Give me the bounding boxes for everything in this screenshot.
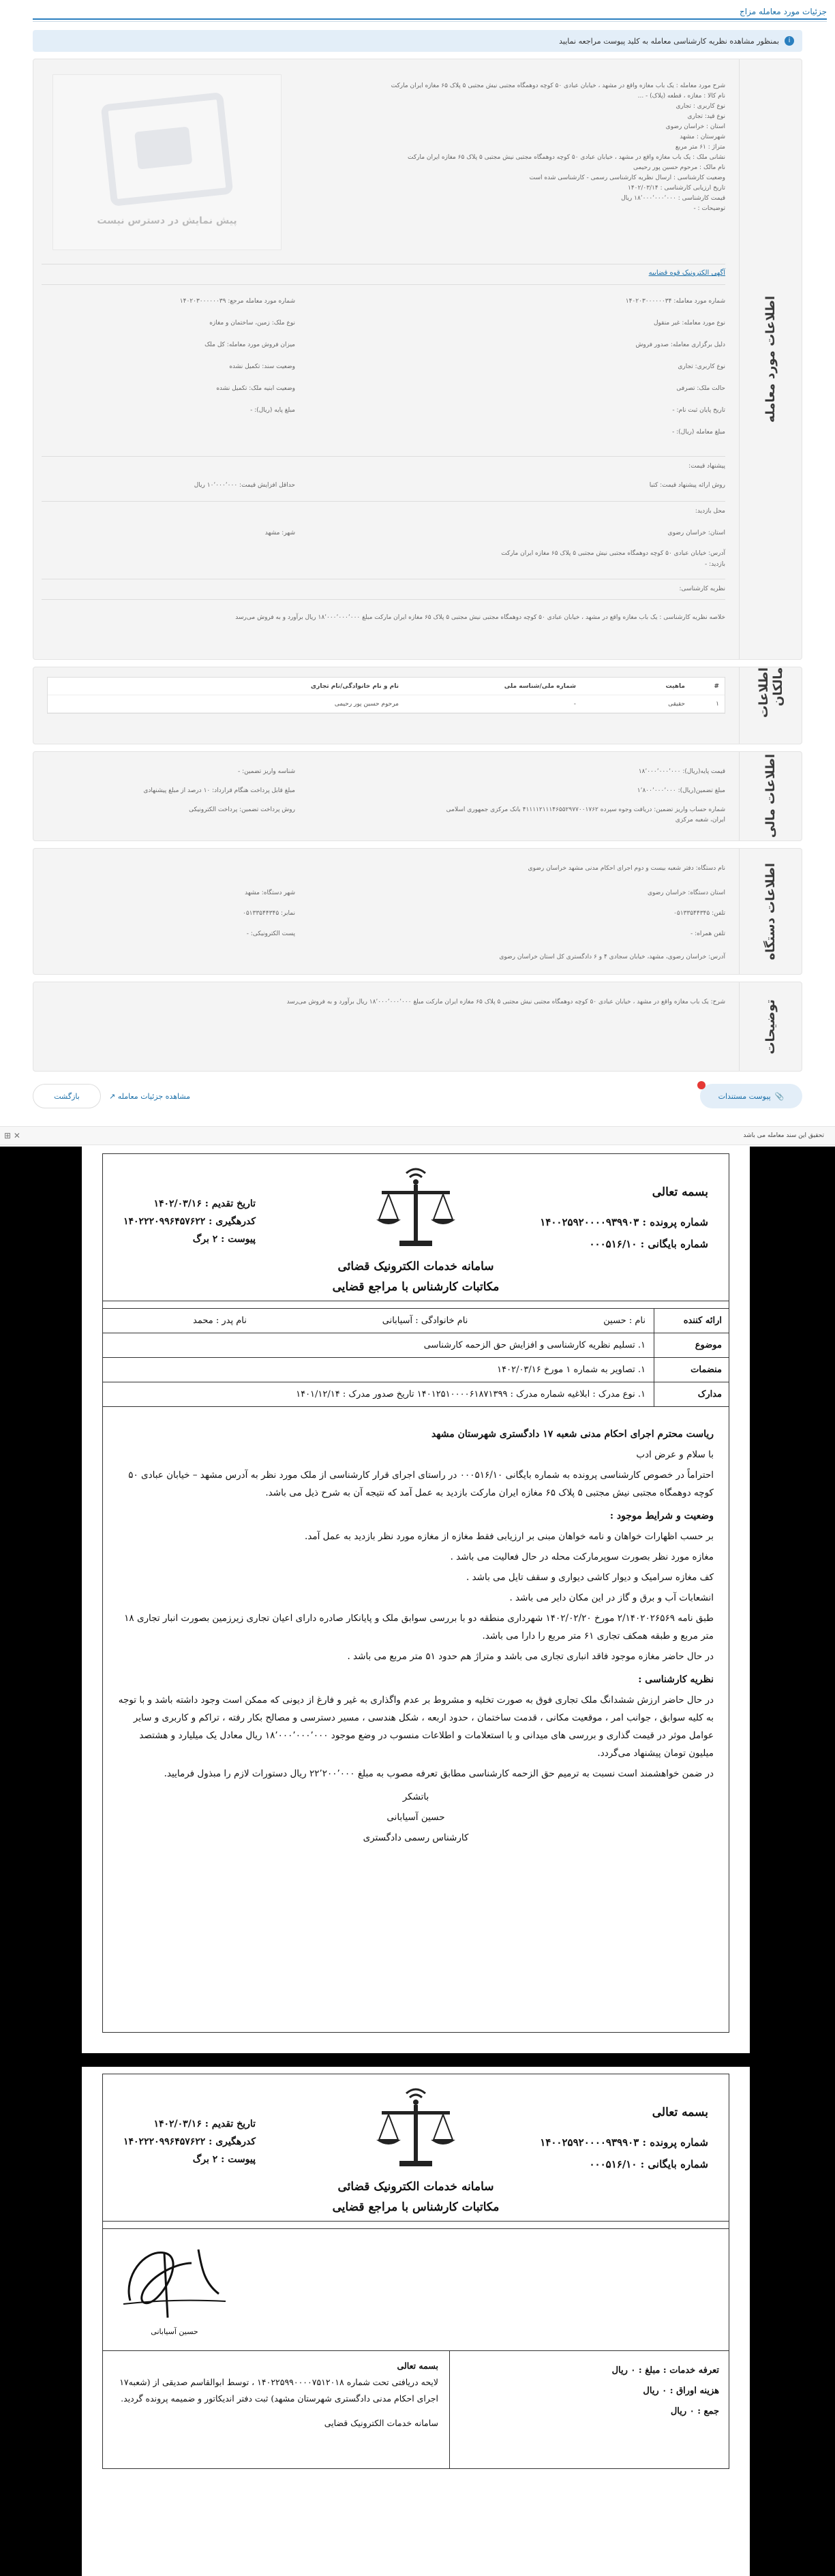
archive-number: شماره بایگانی : ۰۰۰۵۱۶/۱۰: [589, 2158, 708, 2170]
tracking-code: کدرهگیری : ۱۴۰۲۲۲۰۹۹۶۴۵۷۶۲۲: [123, 2136, 256, 2147]
recipient: ریاست محترم اجرای احکام مدنی شعبه ۱۷ دادگستری شهرستان مشهد: [431, 1429, 714, 1440]
header-divider: [33, 18, 827, 20]
field: شناسه واریز تضمین: -: [238, 768, 295, 775]
status-item: طبق نامه ۲/۱۴۰۲۰۲۶۵۶۹ مورخ ۱۴۰۲/۰۲/۲۰ شهرداری منطقه دو با بررسی سوابق ملک و پایانکار صادره دارای اعیان تجاری زیرزمین بصورت انبار تجاری ۱۸ متر مربع و طبقه همکف تجاری ۶۱ متر مربع را دارا می باشد.: [124, 1613, 714, 1641]
document-page: [82, 1147, 750, 2053]
service-line: سامانه خدمات الکترونیک قضائی: [337, 2180, 494, 2194]
doc-ids: [540, 1181, 708, 1255]
office-phone: تلفن: ۰۵۱۳۳۵۴۴۳۴۵: [673, 910, 725, 917]
row-value: ۱. نوع مدرک : ابلاغیه شماره مدرک : ۱۴۰۱۲۵۱۰۰۰۰۶۱۸۷۱۳۹۹ تاریخ صدور مدرک : ۱۴۰۱/۱۲/۱۴: [296, 1389, 646, 1399]
table-header-row: [48, 678, 725, 695]
desc-line: وضعیت کارشناسی : ارسال نظریه کارشناسی رسمی - کارشناسی شده است: [529, 175, 725, 181]
attach-documents-button[interactable]: [700, 1084, 802, 1108]
fee-title: تعرفه خدمات : مبلغ : ۰ ریال: [611, 2365, 719, 2376]
bismillah: بسمه تعالی: [652, 2106, 708, 2119]
opinion-label: نظریه کارشناسی:: [679, 586, 725, 592]
attach-label: پیوست مستندات: [718, 1091, 771, 1101]
service-line: مکاتبات کارشناس با مراجع قضایی: [332, 2200, 500, 2214]
deal-fields-right: [466, 297, 725, 449]
notes-side-label: توضیحات: [739, 982, 802, 1071]
submit-date: تاریخ تقدیم : ۱۴۰۲/۰۳/۱۶: [153, 1198, 256, 1209]
office-name: نام دستگاه: دفتر شعبه بیست و دوم اجرای احکام مدنی مشهد خراسان رضوی: [528, 865, 725, 872]
notice-banner: [33, 30, 802, 52]
page-header: [0, 0, 835, 22]
desc-line: شهرستان : مشهد: [680, 134, 725, 140]
service-title: [103, 2177, 729, 2217]
greeting: با سلام و عرض ادب: [636, 1449, 714, 1460]
provider-row: [103, 1309, 729, 1333]
service-line: مکاتبات کارشناس با مراجع قضایی: [332, 1280, 500, 1294]
divider: [42, 456, 725, 457]
submit-date: تاریخ تقدیم : ۱۴۰۲/۰۳/۱۶: [153, 2119, 256, 2130]
field: تاریخ پایان ثبت نام: -: [672, 407, 725, 414]
row-key: منضمات: [654, 1358, 729, 1382]
attachment-count: پیوست : ۲ برگ: [192, 1234, 256, 1245]
field: وضعیت سند: تکمیل نشده: [229, 363, 295, 370]
col-header: نام و نام خانوادگی/نام تجاری: [310, 682, 399, 690]
financial-right: [439, 767, 725, 825]
desc-line: نشانی ملک : یک باب مغازه واقع در مشهد ، خیابان عبادی ۵۰ کوچه دوهمگاه مجتبی نیش مجتبی ۵ پلاک ۶۵ مغازه ایران مارکت: [408, 154, 725, 161]
notification-dot: [697, 1081, 705, 1089]
owners-panel: [33, 667, 802, 744]
owners-side-label: اطلاعات مالکان: [739, 667, 802, 744]
field: نوع ملک: زمین، ساختمان و مغازه: [209, 320, 295, 327]
cell: مرحوم حسین پور رحیمی: [334, 700, 399, 708]
header-divider-thin: [33, 21, 827, 22]
doc-header: [103, 1154, 729, 1301]
cell: ۱: [716, 700, 719, 708]
row-value: ۱. تصاویر به شماره ۱ مورخ ۱۴۰۲/۰۳/۱۶: [497, 1365, 646, 1375]
field: نوع کاربری: تجاری: [678, 363, 725, 370]
desc-line: نام مالک : مرحوم حسین پور رحیمی: [633, 164, 725, 171]
signature-line: باتشکر: [402, 1791, 429, 1802]
desc-line: قیمت کارشناسی : ۱۸٬۰۰۰٬۰۰۰٬۰۰۰ ریال: [621, 195, 725, 202]
office-province: استان دستگاه: خراسان رضوی: [647, 890, 725, 896]
col-header: #: [714, 682, 719, 690]
doc-dates: [123, 2115, 256, 2168]
office-mobile: تلفن همراه: -: [690, 930, 725, 937]
details-label: مشاهده جزئیات معامله: [117, 1092, 191, 1101]
bismillah: بسمه تعالی: [652, 1185, 708, 1199]
signature-line: کارشناس رسمی دادگستری: [363, 1832, 469, 1843]
signature-caption: حسین آسیابانی: [151, 2327, 198, 2336]
divider: [42, 599, 725, 600]
row-value: ۱. تسلیم نظریه کارشناسی و افزایش حق الزحمه کارشناسی: [423, 1340, 646, 1350]
office-panel: [33, 848, 802, 975]
field: شماره حساب واریز تضمین: دریافت وجوه سپرده ۴۱۱۱۱۲۱۱۱۴۶۵۵۲۹۷۷۰۰۱۷۶۲ بانک مرکزی جمهوری اسلامی ایران، شعبه مرکزی: [446, 806, 725, 823]
desc-line: استان : خراسان رضوی: [665, 123, 725, 130]
viewer-title: تحقیق این سند معامله می باشد: [743, 1132, 824, 1139]
suggest-min-increase: حداقل افزایش قیمت: ۱۰٬۰۰۰٬۰۰۰ ریال: [194, 482, 295, 489]
paperclip-icon: 📎: [774, 1091, 785, 1101]
page-title: جزئیات مورد معامله مزاج: [740, 7, 827, 16]
letter-body: [103, 1420, 729, 1849]
receipt-head: بسمه تعالی: [397, 2361, 438, 2371]
divider: [42, 284, 725, 285]
signature-line: حسین آسیابانی: [386, 1812, 445, 1823]
enclosure-row: [103, 1358, 729, 1382]
address: آدرس: خیابان عبادی ۵۰ کوچه دوهمگاه مجتبی نیش مجتبی ۵ پلاک ۶۵ مغازه ایران مارکت: [501, 550, 725, 557]
desc-line: نوع قید: تجاری: [687, 113, 725, 120]
cell: حقیقی: [668, 700, 685, 708]
row-key: ارائه کننده: [654, 1309, 729, 1333]
desc-line: تاریخ ارزیابی کارشناسی : ۱۴۰۲/۰۳/۱۴: [628, 185, 725, 192]
col-header: ماهیت: [665, 682, 685, 690]
notes-body: [42, 990, 731, 1063]
field: شماره مورد معامله مرجع: ۱۴۰۲۰۳۰۰۰۰۰۰۳۹: [179, 298, 295, 305]
footer-grid: [103, 2351, 729, 2468]
deal-panel: [33, 59, 802, 660]
field: قیمت پایه(ریال): ۱۸٬۰۰۰٬۰۰۰٬۰۰۰: [638, 768, 725, 775]
viewer-toolbar: [0, 1126, 835, 1145]
view-details-link[interactable]: [109, 1092, 190, 1101]
fee-paper: هزینه اوراق : ۰ ریال: [643, 2386, 719, 2396]
notes-text: شرح: یک باب مغازه واقع در مشهد ، خیابان عبادی ۵۰ کوچه دوهمگاه مجتبی نیش مجتبی ۵ پلاک ۶۵ مغازه ایران مارکت مبلغ ۱۸٬۰۰۰٬۰۰۰٬۰۰۰ ریال برآورد و به فروش می‌رسد: [286, 999, 725, 1005]
close-icon[interactable]: ✕ ⊞: [4, 1131, 20, 1140]
page-frame: [102, 1153, 729, 2033]
status-item: بر حسب اظهارات خواهان و نامه خواهان مبنی بر ارزیابی فقط مغازه از مغازه مورد نظر بازدید به عمل آمد.: [305, 1531, 714, 1542]
receipt-box: [103, 2351, 449, 2468]
provider-family: نام خانوادگی : آسیابانی: [382, 1316, 468, 1326]
office-side-label: اطلاعات دستگاه: [739, 849, 802, 974]
service-title: [103, 1256, 729, 1297]
paragraph: احتراماً در خصوص کارشناسی پرونده به شماره بایگانی ۰۰۰۵۱۶/۱۰ در راستای اجرای قرار کارشناسی از ملک مورد نظر به آدرس مشهد – خیابان عبادی ۵۰ کوچه دوهمگاه مجتبی نیش مجتبی ۵ پلاک ۶۵ مغازه ایران مارکت بازدید به عمل آمد که نتیجه آن به شرح ذیل می باشد.: [128, 1470, 714, 1498]
desc-line: نام کالا : مغازه ، قطعه (پلاک) - ...: [637, 93, 725, 100]
status-item: کف مغازه سرامیک و دیوار کاشی دیواری و سقف تایل می باشد .: [466, 1572, 714, 1583]
provider-name: نام : حسین: [603, 1316, 646, 1326]
service-line: سامانه خدمات الکترونیک قضائی: [337, 1260, 494, 1273]
financial-side-label: اطلاعات مالی: [739, 752, 802, 840]
info-icon: i: [785, 36, 794, 46]
subject-row: [103, 1333, 729, 1358]
table-row: [48, 695, 725, 713]
status-item: در حال حاضر مغازه موجود فاقد انباری تجاری می باشد و متراژ هم حدود ۵۱ متر مربع می باشد .: [347, 1651, 714, 1662]
signature-image: [117, 2236, 232, 2338]
owners-table: [47, 677, 725, 714]
col-header: شماره ملی/شناسه ملی: [504, 682, 576, 690]
doc-ids: [540, 2102, 708, 2175]
receipt-foot: سامانه خدمات الکترونیک قضایی: [324, 2418, 438, 2428]
field: شماره مورد معامله: ۱۴۰۲۰۳۰۰۰۰۰۰۳۴: [625, 298, 725, 305]
field: دلیل برگزاری معامله: صدور فروش: [635, 342, 725, 348]
fee-total: جمع : ۰ ریال: [670, 2406, 719, 2416]
visit: بازدید: -: [705, 561, 725, 568]
field: مبلغ پایه (ریال): -: [250, 407, 295, 414]
ad-link[interactable]: آگهی الکترونیک قوه قضاییه: [648, 269, 725, 277]
signature-box: [103, 2228, 729, 2351]
document-viewer[interactable]: [0, 1147, 835, 2576]
desc-line: توضیحات : -: [693, 205, 725, 212]
notes-panel: [33, 982, 802, 1072]
file-number: شماره پرونده : ۱۴۰۰۲۵۹۲۰۰۰۰۹۳۹۹۰۳: [540, 1216, 708, 1228]
office-fax: نمابر: ۰۵۱۳۳۵۴۴۳۴۵: [242, 910, 295, 917]
deal-fields-left: [50, 297, 295, 427]
suggest-label: پیشنهاد قیمت:: [688, 463, 725, 470]
opinion-summary: خلاصه نظریه کارشناسی : یک باب مغازه واقع در مشهد ، خیابان عبادی ۵۰ کوچه دوهمگاه مجتبی نیش مجتبی ۵ پلاک ۶۵ مغازه ایران مارکت مبلغ ۱۸٬۰۰۰٬۰۰۰٬۰۰۰ ریال برآورد و به فروش می‌رسد: [235, 614, 725, 621]
documents-row: [103, 1382, 729, 1407]
notice-text: بمنظور مشاهده نظریه کارشناسی معامله به کلید پیوست مراجعه نمایید: [559, 36, 779, 46]
fee-paragraph: در ضمن خواهشمند است نسبت به ترمیم حق الزحمه کارشناسی مطابق تعرفه مصوب به مبلغ ۲۲٬۲۰۰٬۰۰۰ ریال دستورات لازم را مبذول فرمایید.: [164, 1768, 714, 1779]
status-item: انشعابات آب و برق و گاز در این مکان دایر می باشد .: [509, 1592, 714, 1603]
document-page: [82, 2067, 750, 2576]
justice-scales-logo: [368, 1164, 464, 1252]
deal-side-label: اطلاعات مورد معامله: [739, 59, 802, 659]
justice-scales-logo: [368, 2084, 464, 2172]
field: روش پرداخت تضمین: پرداخت الکترونیکی: [189, 806, 295, 813]
photo-caption: پیش نمایش در دسترس نیست: [97, 215, 237, 226]
photo-placeholder: [52, 74, 282, 250]
action-bar: [33, 1081, 802, 1112]
desc-line: متراژ : ۶۱ متر مربع: [675, 144, 725, 151]
opinion-paragraph: در حال حاضر ارزش ششدانگ ملک تجاری فوق به صورت تخلیه و مشروط بر عدم واگذاری به غیر و فارغ از دیونی که ممکن است وجود داشته باشد و با توجه به کلیه سوابق ، جوانب امر ، موقعیت مکانی ، قدمت ساختمان ، حدود اربعه ، شکل هندسی ، مسیر دسترسی و مصالح بکار رفته ، تراکم و کاربری و سایر عوامل موثر در قیمت گذاری و بررسی های میدانی و با استعلامات و اطلاعات منسوب در وضع موجود ۱۸٬۰۰۰٬۰۰۰٬۰۰۰ ریال معادل یک میلیارد و هشتصد میلیون تومان پیشنهاد می‌گردد.: [118, 1695, 714, 1759]
city: شهر: مشهد: [264, 530, 295, 536]
field: مبلغ معامله (ریال): -: [672, 429, 725, 436]
financial-left: [50, 767, 295, 815]
fee-box: [449, 2351, 729, 2468]
row-key: موضوع: [654, 1333, 729, 1357]
tracking-code: کدرهگیری : ۱۴۰۲۲۲۰۹۹۶۴۵۷۶۲۲: [123, 1216, 256, 1227]
office-email: پست الکترونیکی: -: [246, 930, 295, 937]
status-heading: وضعیت و شرایط موجود :: [609, 1511, 714, 1521]
financial-body: [42, 760, 731, 832]
external-link-icon: ↗: [109, 1092, 116, 1101]
field: مبلغ تضمین(ریال): ۱٬۸۰۰٬۰۰۰٬۰۰۰: [637, 787, 725, 794]
archive-number: شماره بایگانی : ۰۰۰۵۱۶/۱۰: [589, 1238, 708, 1250]
office-address: آدرس: خراسان رضوی، مشهد، خیابان سجادی ۴ و ۶ دادگستری کل استان خراسان رضوی: [499, 954, 725, 960]
opinion-heading: نظریه کارشناسی :: [638, 1674, 714, 1685]
desc-line: نوع کاربری : تجاری: [675, 103, 725, 110]
desc-line: شرح مورد معامله : یک باب مغازه واقع در مشهد ، خیابان عبادی ۵۰ کوچه دوهمگاه مجتبی نیش مجتبی ۵ پلاک ۶۵ مغازه ایران مارکت: [391, 82, 725, 89]
province: استان: خراسان رضوی: [667, 530, 725, 536]
financial-panel: [33, 751, 802, 841]
divider: [42, 501, 725, 502]
doc-dates: [123, 1195, 256, 1248]
owners-body: [42, 671, 731, 740]
row-value: [103, 1316, 654, 1326]
receipt-body: لایحه دریافتی تحت شماره ۱۴۰۲۲۵۹۹۰۰۰۰۷۵۱۲۰۱۸ ، توسط ابوالقاسم صدیقی از (شعبه۱۷ اجرای احکام مدنی دادگستری شهرستان مشهد) ثبت دفتر اندیکاتور و ضمیمه پرونده گردید.: [119, 2377, 438, 2404]
provider-father: نام پدر : محمد: [193, 1316, 247, 1326]
doc-meta-table: [103, 1308, 729, 1407]
field: وضعیت ابنیه ملک: تکمیل نشده: [216, 385, 295, 392]
field: نوع مورد معامله: غیر منقول: [653, 320, 725, 327]
doc-header: [103, 2074, 729, 2222]
field: حالت ملک: تصرفی: [676, 385, 725, 392]
office-city: شهر دستگاه: مشهد: [245, 890, 295, 896]
attachment-count: پیوست : ۲ برگ: [192, 2154, 256, 2165]
file-number: شماره پرونده : ۱۴۰۰۲۵۹۲۰۰۰۰۹۳۹۹۰۳: [540, 2136, 708, 2149]
back-button[interactable]: بازگشت: [33, 1084, 101, 1108]
deal-body: [42, 67, 731, 651]
deal-description: [289, 81, 725, 214]
row-key: مدارک: [654, 1382, 729, 1406]
gavel-image-icon: [101, 92, 234, 207]
page-frame: [102, 2074, 729, 2469]
location-label: محل بازدید:: [695, 508, 725, 515]
status-item: مغازه مورد نظر بصورت سوپرمارکت محله در حال فعالیت می باشد .: [450, 1551, 714, 1562]
suggest-method: روش ارائه پیشنهاد قیمت: کتبا: [649, 482, 725, 489]
cell: -: [573, 700, 576, 708]
office-body: [42, 857, 731, 966]
field: میزان فروش مورد معامله: کل ملک: [204, 342, 295, 348]
field: مبلغ قابل پرداخت هنگام قرارداد: ۱۰ درصد از مبلغ پیشنهادی: [143, 787, 295, 794]
